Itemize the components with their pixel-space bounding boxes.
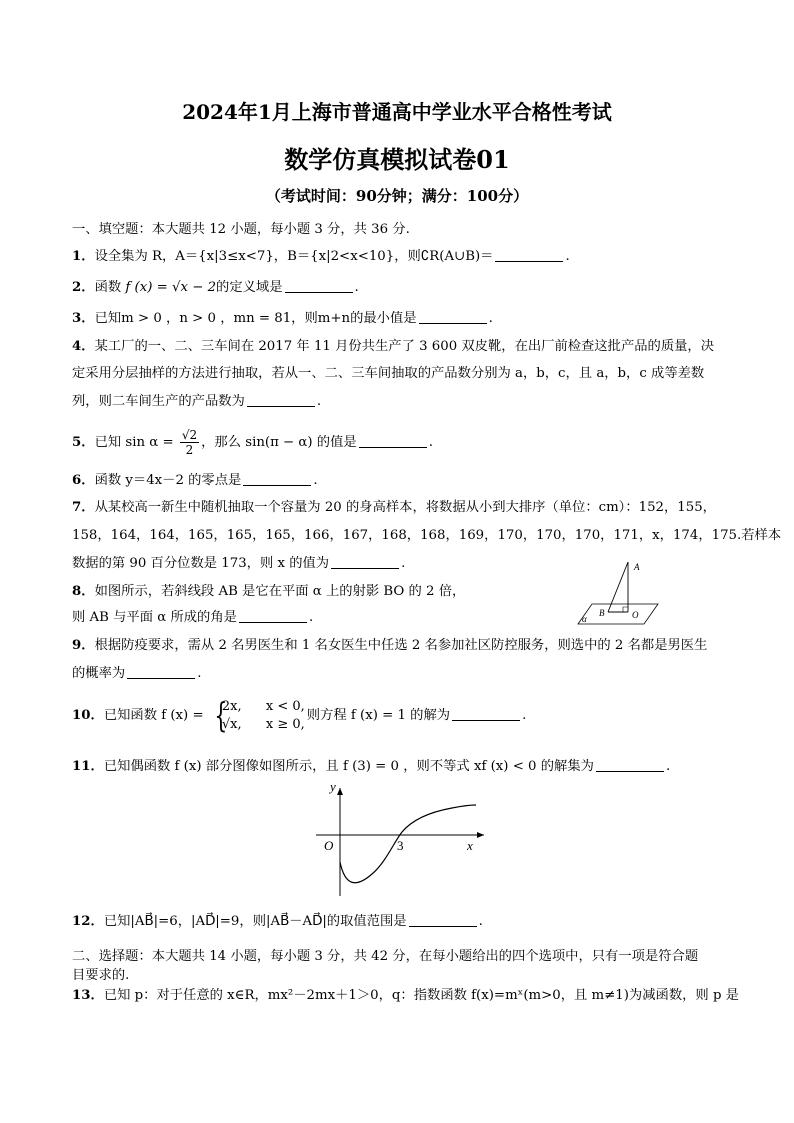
exam-title-line2: 数学仿真模拟试卷01 [284,145,510,174]
question-2: 2．函数 f (x) = √x − 2的定义域是 . [72,280,359,295]
answer-blank[interactable] [127,664,195,679]
label-3: 3 [397,838,404,853]
question-text: 已知m > 0 ，n > 0 ，mn = 81，则m+n的最小值是 [94,311,417,326]
question-7-line2: 158，164，164，165，165，165，166，167，168，168，169，170，170，170，171，x，174，175.若样本 [72,528,782,543]
question-12: 12．已知|AB⃗|=6，|AD⃗|=9，则|AB⃗－AD⃗|的取值范围是 . [72,914,483,929]
exam-duration-score: （考试时间：90分钟；满分：100分） [265,187,529,205]
answer-blank[interactable] [359,433,427,448]
piecewise-function: { 2x, x < 0, √x, x ≥ 0, [214,695,305,736]
answer-blank[interactable] [243,471,311,486]
section-choice-header-line1: 二、选择题：本大题共 14 小题，每小题 3 分，共 42 分，在每小题给出的四个选项中，只有一项是符合题 [72,949,699,964]
fraction: $\frac{√2}{2}$ [181,428,198,457]
question-number: 1． [72,249,95,264]
question-text: 设全集为 R，A＝{x|3≤x<7}，B＝{x|2<x<10}，则∁R(A∪B)＝ [94,249,494,264]
answer-blank[interactable] [409,912,477,927]
question-1: 1．设全集为 R，A＝{x|3≤x<7}，B＝{x|2<x<10}，则∁R(A∪B)＝ . [72,249,570,264]
question-11: 11．已知偶函数 f (x) 部分图像如图所示，且 f (3) = 0 ，则不等式 xf (x) < 0 的解集为 . [72,759,671,774]
question-9-line1: 9．根据防疫要求，需从 2 名男医生和 1 名女医生中任选 2 名参加社区防控服务，则选中的 2 名都是男医生 [72,638,708,653]
label-O: O [632,610,639,620]
question-4-line1: 4．某工厂的一、二、三车间在 2017 年 11 月份共生产了 3 600 双皮靴，在出厂前检查这批产品的质量，决 [72,339,715,354]
right-angle-mark [623,607,628,612]
answer-blank[interactable] [452,706,520,721]
question-6: 6．函数 y＝4x－2 的零点是 . [72,473,318,488]
question-8-line2: 则 AB 与平面 α 所成的角是 . [72,610,314,625]
left-brace: { [214,695,228,736]
label-A: A [634,562,640,572]
answer-blank[interactable] [247,392,315,407]
y-axis-arrow [337,788,343,795]
question-4-line2: 定采用分层抽样的方法进行抽取，若从一、二、三车间抽取的产品数分别为 a，b，c，且 a，b，c 成等差数 [72,366,705,381]
label-alpha: α [582,614,587,624]
x-axis-arrow [477,832,484,838]
answer-blank[interactable] [239,608,307,623]
segment-AB [608,562,628,612]
answer-blank[interactable] [596,757,664,772]
question-13: 13．已知 p：对于任意的 x∈R，mx²－2mx＋1＞0，q：指数函数 f(x)=mˣ(m>0，且 m≠1)为减函数，则 p 是 [72,988,739,1003]
plane-projection-figure [570,560,670,628]
label-y: y [330,782,336,794]
plane-alpha [578,604,658,624]
exam-title-line1: 2024年1月上海市普通高中学业水平合格性考试 [182,100,612,124]
even-function-graph [312,782,492,900]
answer-blank[interactable] [495,247,563,262]
question-7-line1: 7．从某校高一新生中随机抽取一个容量为 20 的身高样本，将数据从小到大排序（单位：cm）：152，155， [72,500,716,515]
label-x: x [467,838,473,853]
question-5: 5．已知 sin α = $\frac{√2}{2}$ ，那么 sin(π − α) 的值是 . [72,428,433,457]
answer-blank[interactable] [419,309,487,324]
label-B: B [599,608,605,618]
section-fill-in-header: 一、填空题：本大题共 12 小题，每小题 3 分，共 36 分. [72,222,410,237]
label-origin: O [324,838,334,853]
question-3: 3．已知m > 0 ，n > 0 ，mn = 81，则m+n的最小值是 . [72,311,493,326]
answer-blank[interactable] [331,554,399,569]
answer-blank[interactable] [285,278,353,293]
section-choice-header-line2: 目要求的. [72,968,130,983]
function-expression: f (x) = √x − 2 [125,280,217,295]
function-curve [340,805,476,883]
question-4-line3: 列，则二车间生产的产品数为 . [72,394,322,409]
question-9-line2: 的概率为 . [72,666,202,681]
question-8-line1: 8．如图所示，若斜线段 AB 是它在平面 α 上的射影 BO 的 2 倍， [72,584,466,599]
question-10: 10．已知函数 f (x) = { 2x, x < 0, √x, x ≥ 0, 则方程 f (x) = 1 的解为 . [72,695,527,736]
question-7-line3: 数据的第 90 百分位数是 173，则 x 的值为 . [72,556,406,571]
